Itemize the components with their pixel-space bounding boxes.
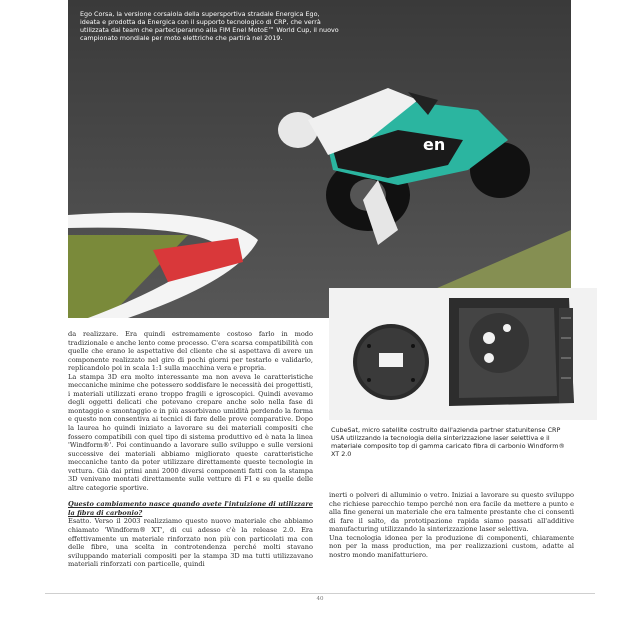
interview-question: Questo cambiamento nasce quando avete l'intuizione di utilizzare la fibra di carbonio? bbox=[68, 500, 313, 517]
product-caption: CubeSat, micro satellite costruito dall'azienda partner statunitense CRP USA utilizzando la tecnologia della sinterizzazione laser selettiva e il materiale composito top di gamma caricato fibra di carbonio Windform® XT 2.0 bbox=[331, 426, 565, 459]
article-column-right bbox=[329, 491, 574, 559]
paragraph: inerti o polveri di alluminio o vetro. Iniziai a lavorare su questo sviluppo che richiese parecchio tempo perché non era facile da mettere a punto e alla fine generai un materiale che era talmente prestante che ci consentì di fare il salto, da prototipazione rapida siamo passati all'additive manufacturing utilizzando la sinterizzazione laser selettiva. bbox=[329, 491, 574, 534]
paragraph: Esatto. Verso il 2003 realizziamo questo nuovo materiale che abbiamo chiamato 'Windform® XT', di cui adesso c'è la release 2.0. Era effettivamente un materiale rinforzato non più con particolati ma con delle fibre, una scelta in controtendenza perché molti stavano sviluppando materiali compositi per la stampa 3D ma tutti utilizzavano materiali rinforzati con particelle, quindi bbox=[68, 517, 313, 569]
motorcycle-illustration bbox=[68, 0, 571, 318]
cubesat-parts-illustration bbox=[329, 288, 597, 420]
paragraph: La stampa 3D era molto interessante ma non aveva le caratteristiche meccaniche minime che potessero soddisfare le necessità dei progettisti, i materiali utilizzati erano troppo fragili e igroscopici. Quindi avevamo degli oggetti delicati che potevano crepare anche solo nella fase di montaggio e smontaggio e in più assorbivano umidità perdendo la forma e questo non consentiva ai tecnici di fare delle prove comparative. Dopo la laurea ho quindi iniziato a lavorare su dei materiali compositi che fossero compatibili con quel tipo di sistema produttivo ed è nata la linea 'Windform®'. Poi continuando a lavorare sullo sviluppo e sulle versioni successive dei materiali abbiamo migliorato queste caratteristiche meccaniche tanto da poter utilizzare direttamente queste tecnologie in vettura. Già dai primi anni 2000 diversi componenti fatti con la stampa 3D venivano montati direttamente sulle vetture di F1 e su quelle delle altre categorie sportive. bbox=[68, 372, 313, 492]
article-column-left bbox=[68, 330, 313, 569]
hero-caption: Ego Corsa, la versione corsaiola della supersportiva stradale Energica Ego, ideata e prodotta da Energica con il supporto tecnologico di CRP, che verrà utilizzata dai team che parteciperanno alla FIM Enel MotoE™ World Cup, il nuovo campionato mondiale per moto elettriche che partirà nel 2019. bbox=[80, 10, 339, 43]
svg-text:en: en bbox=[423, 135, 446, 154]
paragraph: da realizzare. Era quindi estremamente costoso farlo in modo tradizionale e anche lento come processo. C'era scarsa compatibilità con quelle che erano le aspettative del cliente che si aspettava di avere un componente realizzato nel giro di pochi giorni per testarlo e validarlo, replicandolo poi in scala 1:1 sulla macchina vera e propria. bbox=[68, 330, 313, 373]
paragraph: Una tecnologia idonea per la produzione di componenti, chiaramente non per la mass production, ma per realizzazioni custom, adatte al nostro mondo manifatturiero. bbox=[329, 533, 574, 559]
page-number: 40 bbox=[316, 596, 324, 602]
product-photo bbox=[329, 288, 597, 420]
footer-divider bbox=[45, 593, 595, 594]
hero-photo bbox=[68, 0, 571, 318]
